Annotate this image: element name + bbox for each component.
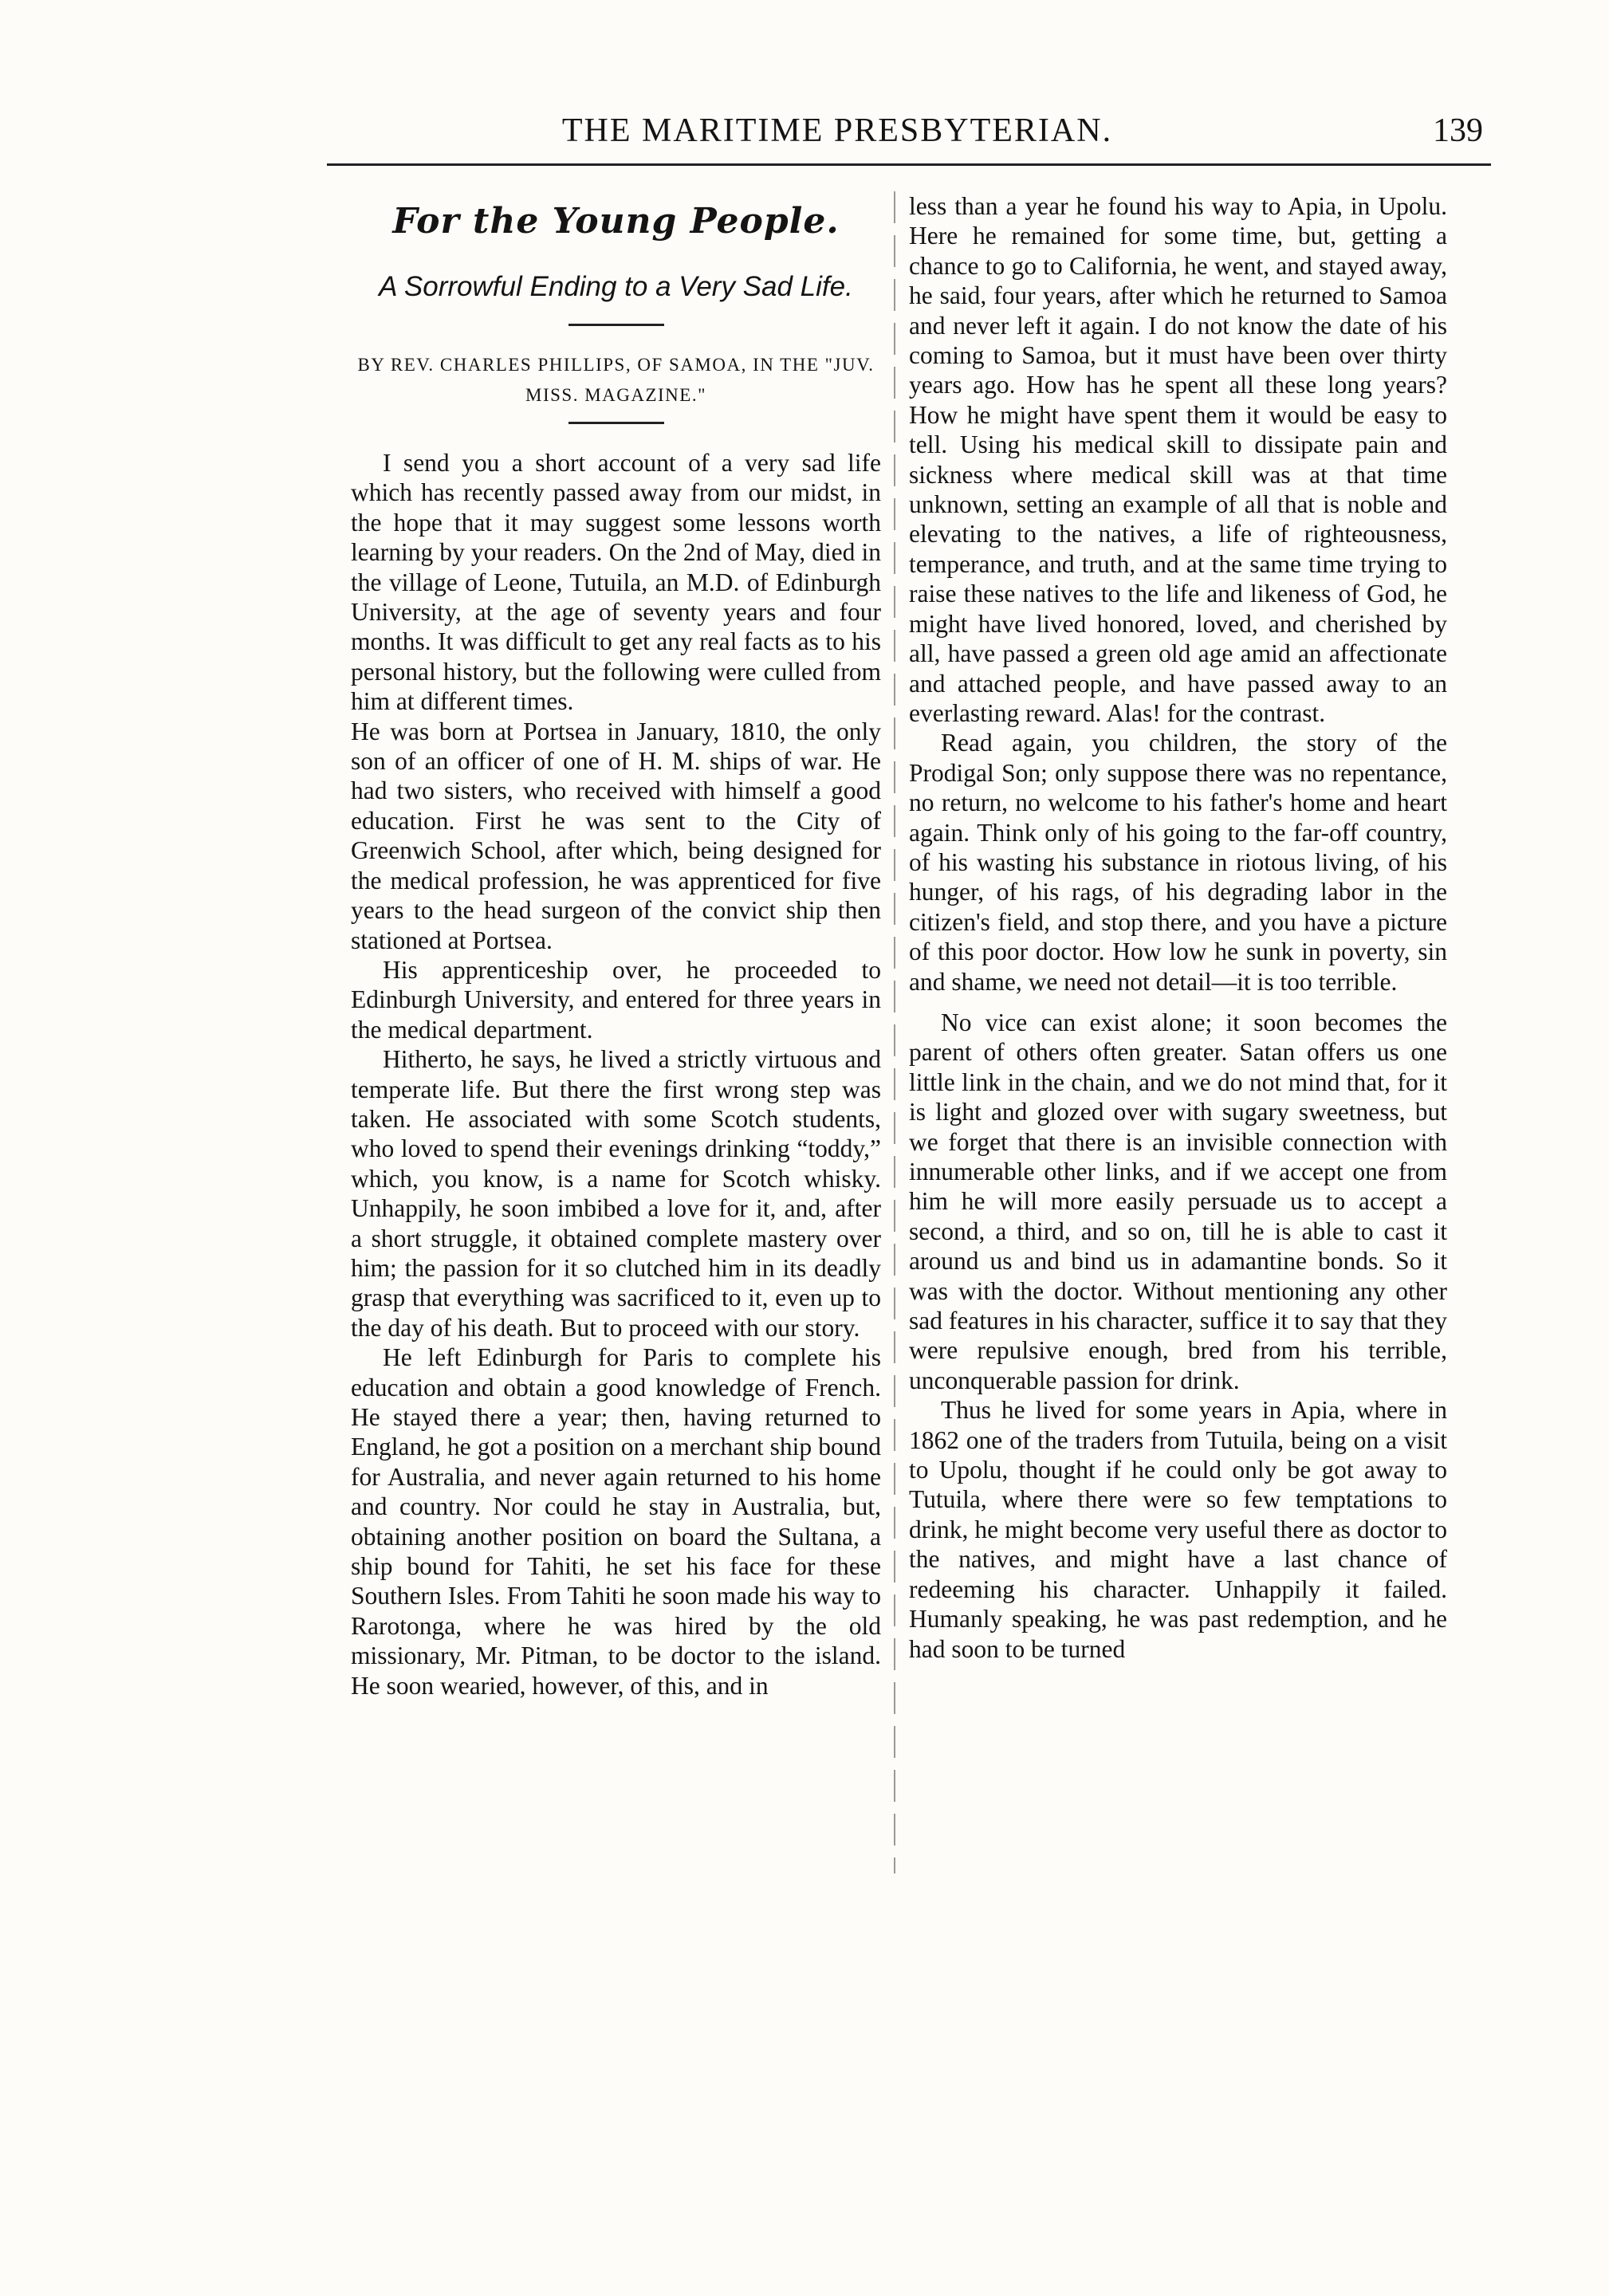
page-number: 139 [1433, 112, 1483, 149]
column-divider [894, 191, 895, 1873]
paragraph-5: He left Edinburgh for Paris to complete his education and obtain a good knowledge of French. He stayed there a year; then, having returned to England, he got a position on a merchant ship bound for Australia, and never again returned to his home and country. Nor could he stay in Australia, but, obtaining another position on board the Sultana, a ship bound for Tahiti, he set his face for these Southern Isles. From Tahiti he soon made his way to Rarotonga, where he was hired by the old missionary, Mr. Pitman, to be doctor to the island. He soon wearied, however, of this, and in [351, 1343, 881, 1700]
byline-rule [568, 422, 664, 424]
paragraph-3: His apprenticeship over, he proceeded to Edinburgh University, and entered for three years in the medical department. [351, 955, 881, 1044]
paragraph-8: Thus he lived for some years in Apia, where in 1862 one of the traders from Tutuila, being on a visit to Upolu, thought if he could only be got away to Tutuila, where there were so few temptations to drink, he might become very useful there as doctor to the natives, and might have a last chance of redeeming his character. Unhappily it failed. Humanly speaking, he was past redemption, and he had soon to be turned [909, 1396, 1447, 1663]
title-rule [568, 324, 664, 326]
paragraph-2: He was born at Portsea in January, 1810, the only son of an officer of one of H. M. ships of war. He had two sisters, who received with himself a good education. First he was sent to the City of Greenwich School, after which, being designed for the medical profession, he was apprenticed for five years to the head surgeon of the convict ship then stationed at Portsea. [351, 717, 881, 954]
header-rule [327, 163, 1491, 166]
paragraph-1: I send you a short account of a very sad life which has recently passed away from our midst, in the hope that it may suggest some lessons worth learning by your readers. On the 2nd of May, died in the village of Leone, Tutuila, an M.D. of Edinburgh University, at the age of seventy years and four months. It was difficult to get any real facts as to his personal history, but the following were culled from him at different times. [351, 449, 881, 716]
paragraph-4: Hitherto, he says, he lived a strictly virtuous and temperate life. But there the first wrong step was taken. He associated with some Scotch students, who loved to spend their evenings drinking “toddy,” which, you know, is a name for Scotch whisky. Unhappily, he soon imbibed a love for it, and, after a short struggle, it obtained complete mastery over him; the passion for it so clutched him in its deadly grasp that everything was sacrificed to it, even up to the day of his death. But to proceed with our story. [351, 1045, 881, 1342]
running-header [191, 112, 1483, 159]
journal-title: THE MARITIME PRESBYTERIAN. [561, 112, 1113, 149]
article-byline: BY REV. CHARLES PHILLIPS, OF SAMOA, IN THE "JUV. MISS. MAGAZINE." [357, 355, 875, 405]
paragraph-6: Read again, you children, the story of the Prodigal Son; only suppose there was no repentance, no return, no welcome to his father's home and heart again. Think only of his going to the far-off country, of his wasting his substance in riotous living, of his hunger, of his rags, of his degrading labor in the citizen's field, and stop there, and you have a picture of this poor doctor. How low he sunk in poverty, sin and shame, we need not detail—it is too terrible. [909, 729, 1447, 996]
section-heading: For the Young People. [392, 201, 840, 242]
article-title: A Sorrowful Ending to a Very Sad Life. [379, 271, 853, 302]
paragraph-5-continued: less than a year he found his way to Apia, in Upolu. Here he remained for some time, but, getting a chance to go to California, he went, and stayed away, he said, four years, after which he returned to Samoa and never left it again. I do not know the date of his coming to Samoa, but it must have been over thirty years ago. How has he spent all these long years? How he might have spent them it would be easy to tell. Using his medical skill to dissipate pain and sickness where medical skill was at that time unknown, setting an example of all that is noble and elevating to the natives, a life of righteousness, temperance, and truth, and at the same time trying to raise these natives to the life and likeness of God, he might have lived honored, loved, and cherished by all, have passed a green old age amid an affectionate and attached people, and have passed away to an everlasting reward. Alas! for the contrast. [909, 192, 1447, 727]
paragraph-7: No vice can exist alone; it soon becomes the parent of others often greater. Satan offers us one little link in the chain, and we do not mind that, for it is light and glozed over with sugary sweetness, but we forget that there is an invisible connection with innumerable other links, and if we accept one from him he will more easily persuade us to accept a second, a third, and so on, till he is able to cast it around us and bind us in adamantine bonds. So it was with the doctor. Without mentioning any other sad features in his character, suffice it to say that they were repulsive enough, bred from his terrible, unconquerable passion for drink. [909, 1008, 1447, 1394]
paragraph-gap [909, 997, 1447, 1008]
left-column [351, 191, 881, 1700]
right-column [909, 191, 1447, 1664]
